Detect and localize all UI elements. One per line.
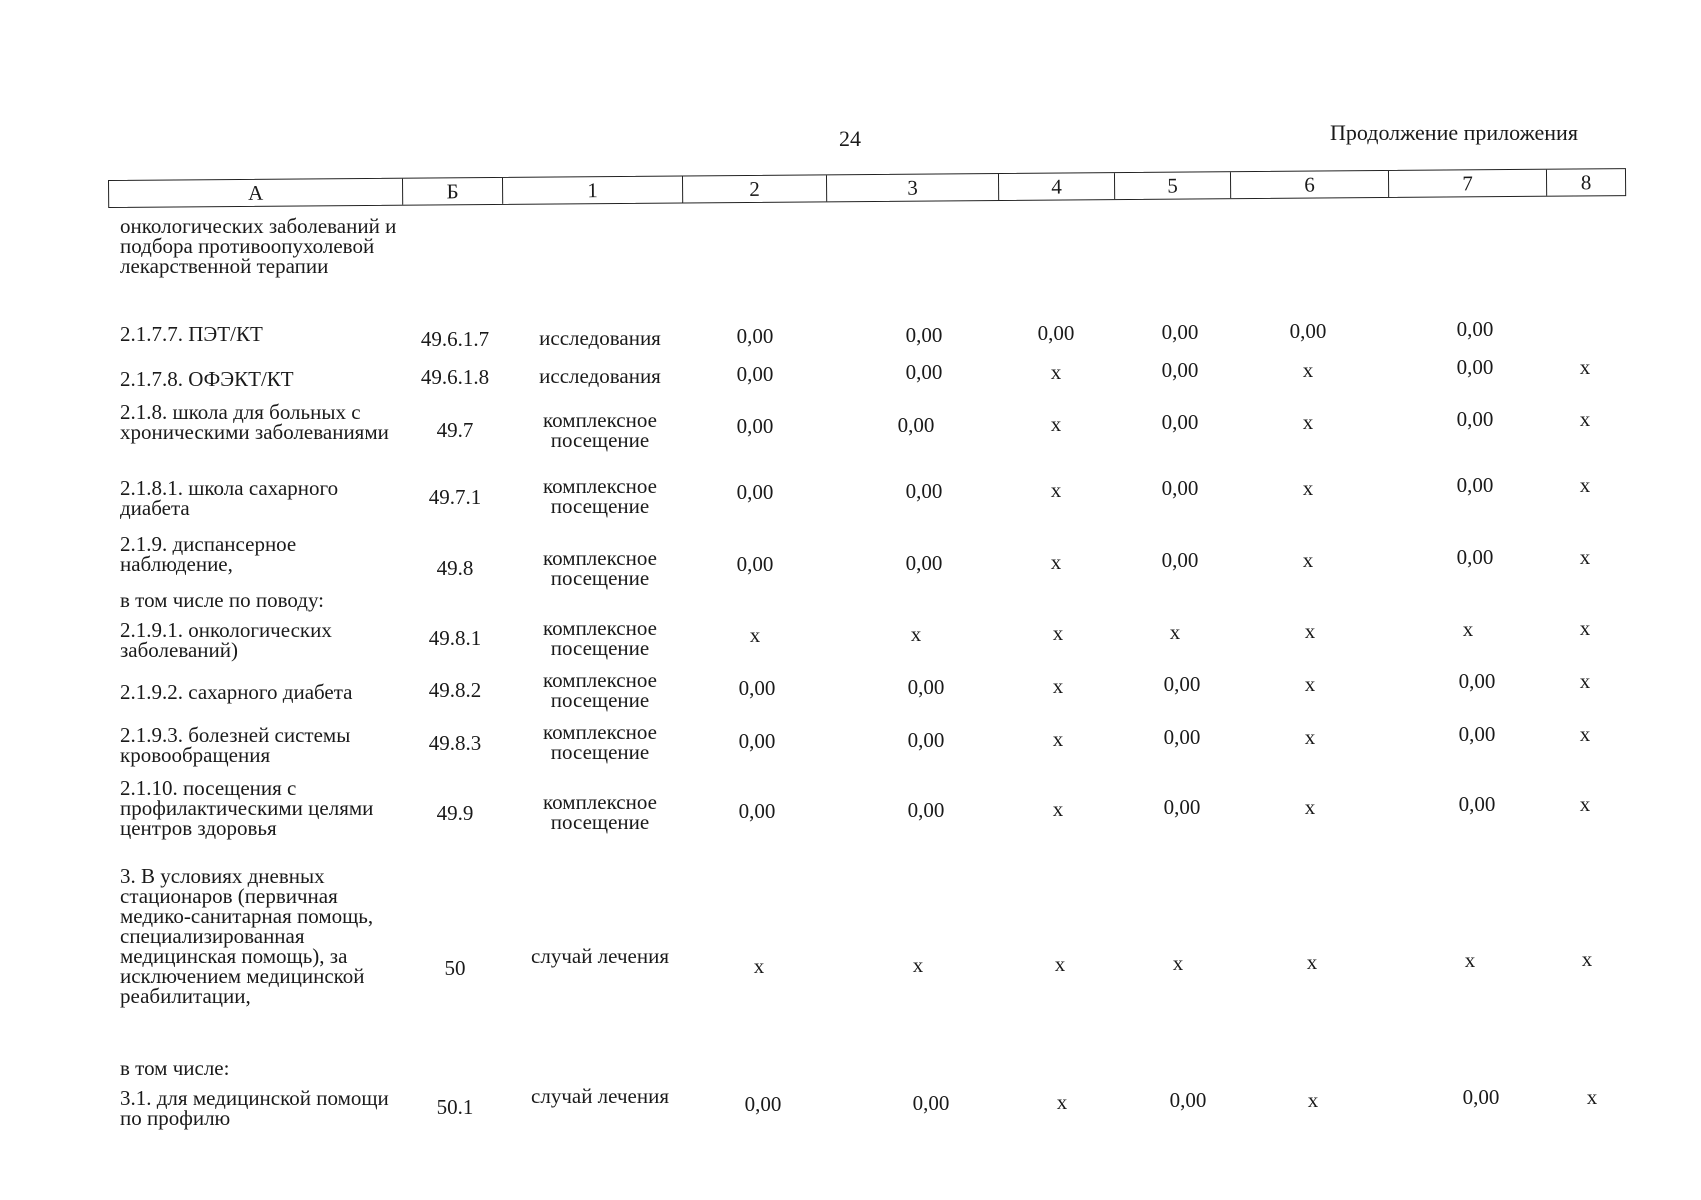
- table-cell-value: 0,00: [1161, 320, 1199, 344]
- table-cell-value: х: [1050, 550, 1062, 574]
- table-cell-value: 0,00: [907, 728, 945, 752]
- header-col-a: А: [109, 179, 403, 207]
- table-row-unit: комплексное посещение: [543, 546, 657, 590]
- table-cell-value: 0,00: [1456, 545, 1494, 569]
- table-row-unit: комплексное посещение: [543, 790, 657, 834]
- table-cell-value: х: [1052, 674, 1064, 698]
- table-row-name: 2.1.9. диспансерное наблюдение,: [120, 532, 297, 576]
- table-cell-value: х: [1050, 412, 1062, 436]
- page-number: 24: [839, 126, 861, 151]
- table-cell-value: х: [1579, 669, 1591, 693]
- header-col-4: 4: [999, 173, 1115, 200]
- table-row-code: 49.6.1.8: [420, 365, 490, 389]
- table-cell-value: х: [1050, 478, 1062, 502]
- table-cell-value: 0,00: [1161, 410, 1199, 434]
- table-row-code: 49.8.2: [428, 678, 482, 702]
- table-cell-value: х: [1050, 360, 1062, 384]
- header-col-2: 2: [683, 175, 827, 202]
- table-cell-value: 0,00: [738, 676, 776, 700]
- table-cell-value: 0,00: [1169, 1088, 1207, 1112]
- note-in-particular: в том числе:: [120, 1056, 230, 1080]
- table-row-name: 2.1.10. посещения с профилактическими целями центров здоровья: [120, 776, 374, 840]
- table-row-name: 2.1.9.2. сахарного диабета: [120, 680, 353, 704]
- table-cell-value: х: [1581, 947, 1593, 971]
- table-row-name: 2.1.8. школа для больных с хроническими заболеваниями: [120, 400, 389, 444]
- table-row-unit: комплексное посещение: [543, 720, 657, 764]
- table-cell-value: 0,00: [1163, 725, 1201, 749]
- table-cell-value: х: [1304, 672, 1316, 696]
- table-row-code: 50.1: [436, 1095, 474, 1119]
- table-row-unit: исследования: [539, 326, 661, 350]
- table-row-name: 3. В условиях дневных стационаров (первичная медико-санитарная помощь, специализированная медицинская помощь), за исключением медицинской реабилитации,: [120, 864, 374, 1008]
- table-cell-value: х: [1579, 545, 1591, 569]
- table-cell-value: 0,00: [1161, 476, 1199, 500]
- table-row-unit: случай лечения: [531, 944, 669, 968]
- header-col-1: 1: [503, 176, 683, 203]
- table-cell-value: х: [1172, 951, 1184, 975]
- table-row-code: 49.8.3: [428, 731, 482, 755]
- table-cell-value: 0,00: [1161, 548, 1199, 572]
- header-col-7: 7: [1389, 170, 1547, 197]
- table-cell-value: х: [1304, 619, 1316, 643]
- table-cell-value: 0,00: [1462, 1085, 1500, 1109]
- table-row-code: 49.7.1: [428, 485, 482, 509]
- table-cell-value: х: [1579, 792, 1591, 816]
- table-cell-value: 0,00: [736, 480, 774, 504]
- table-cell-value: 0,00: [905, 479, 943, 503]
- table-cell-value: 0,00: [1458, 669, 1496, 693]
- table-cell-value: 0,00: [1163, 672, 1201, 696]
- table-cell-value: 0,00: [736, 552, 774, 576]
- table-cell-value: 0,00: [907, 675, 945, 699]
- table-cell-value: х: [1586, 1085, 1598, 1109]
- table-cell-value: х: [1307, 1088, 1319, 1112]
- table-cell-value: 0,00: [1456, 407, 1494, 431]
- table-cell-value: х: [1462, 617, 1474, 641]
- table-cell-value: х: [749, 623, 761, 647]
- table-row-code: 49.6.1.7: [420, 327, 490, 351]
- table-cell-value: х: [1169, 620, 1181, 644]
- table-row-unit: комплексное посещение: [543, 408, 657, 452]
- table-cell-value: 0,00: [1163, 795, 1201, 819]
- table-row-name: 2.1.9.1. онкологических заболеваний): [120, 618, 332, 662]
- table-cell-value: х: [1056, 1090, 1068, 1114]
- table-cell-value: х: [910, 622, 922, 646]
- header-col-3: 3: [827, 174, 999, 201]
- table-row-name: 3.1. для медицинской помощи по профилю: [120, 1086, 389, 1130]
- table-cell-value: 0,00: [1458, 722, 1496, 746]
- table-cell-value: 0,00: [744, 1092, 782, 1116]
- table-cell-value: х: [753, 954, 765, 978]
- table-cell-value: 0,00: [738, 799, 776, 823]
- table-cell-value: 0,00: [1456, 355, 1494, 379]
- table-cell-value: х: [1302, 410, 1314, 434]
- table-cell-value: 0,00: [907, 798, 945, 822]
- table-row-unit: случай лечения: [531, 1084, 669, 1108]
- table-cell-value: х: [1052, 621, 1064, 645]
- continuation-label: Продолжение приложения: [1330, 120, 1578, 145]
- table-cell-value: 0,00: [897, 413, 935, 437]
- table-cell-value: х: [1052, 727, 1064, 751]
- table-cell-value: 0,00: [1456, 317, 1494, 341]
- table-cell-value: х: [1306, 950, 1318, 974]
- table-cell-value: 0,00: [736, 324, 774, 348]
- table-row-name: 2.1.7.7. ПЭТ/КТ: [120, 322, 263, 346]
- table-cell-value: х: [1302, 476, 1314, 500]
- table-cell-value: х: [1579, 355, 1591, 379]
- table-cell-value: х: [912, 953, 924, 977]
- table-cell-value: х: [1579, 473, 1591, 497]
- table-cell-value: х: [1304, 725, 1316, 749]
- header-col-8: 8: [1580, 170, 1592, 195]
- table-cell-value: 0,00: [905, 323, 943, 347]
- table-row-code: 49.7: [436, 418, 474, 442]
- table-row-name: 2.1.8.1. школа сахарного диабета: [120, 476, 339, 520]
- table-cell-value: х: [1579, 616, 1591, 640]
- table-cell-value: 0,00: [1289, 319, 1327, 343]
- table-row-name: 2.1.7.8. ОФЭКТ/КТ: [120, 367, 294, 391]
- table-cell-value: 0,00: [1456, 473, 1494, 497]
- table-row-code: 49.8: [436, 556, 474, 580]
- table-header: [108, 168, 1626, 208]
- table-cell-value: 0,00: [736, 414, 774, 438]
- header-col-5: 5: [1115, 172, 1231, 199]
- table-row-unit: комплексное посещение: [543, 616, 657, 660]
- table-cell-value: х: [1302, 358, 1314, 382]
- table-row-unit: исследования: [539, 364, 661, 388]
- table-row-code: 49.8.1: [428, 626, 482, 650]
- table-cell-value: 0,00: [1161, 358, 1199, 382]
- table-row-code: 50: [444, 956, 466, 980]
- header-col-6: 6: [1231, 171, 1389, 198]
- table-row-unit: комплексное посещение: [543, 668, 657, 712]
- table-cell-value: х: [1464, 948, 1476, 972]
- table-cell-value: 0,00: [738, 729, 776, 753]
- note-in-particular-reason: в том числе по поводу:: [120, 588, 325, 612]
- table-cell-value: х: [1302, 548, 1314, 572]
- table-row-name: онкологических заболеваний и подбора противоопухолевой лекарственной терапии: [120, 214, 397, 278]
- table-cell-value: 0,00: [1037, 321, 1075, 345]
- table-cell-value: х: [1054, 952, 1066, 976]
- table-cell-value: 0,00: [736, 362, 774, 386]
- table-cell-value: х: [1052, 797, 1064, 821]
- table-cell-value: 0,00: [905, 551, 943, 575]
- table-cell-value: 0,00: [912, 1091, 950, 1115]
- table-row-unit: комплексное посещение: [543, 474, 657, 518]
- table-cell-value: х: [1304, 795, 1316, 819]
- table-row-name: 2.1.9.3. болезней системы кровообращения: [120, 723, 351, 767]
- table-cell-value: 0,00: [1458, 792, 1496, 816]
- table-row-code: 49.9: [436, 801, 474, 825]
- table-cell-value: х: [1579, 407, 1591, 431]
- table-cell-value: х: [1579, 722, 1591, 746]
- header-col-b: Б: [403, 178, 503, 205]
- table-cell-value: 0,00: [905, 360, 943, 384]
